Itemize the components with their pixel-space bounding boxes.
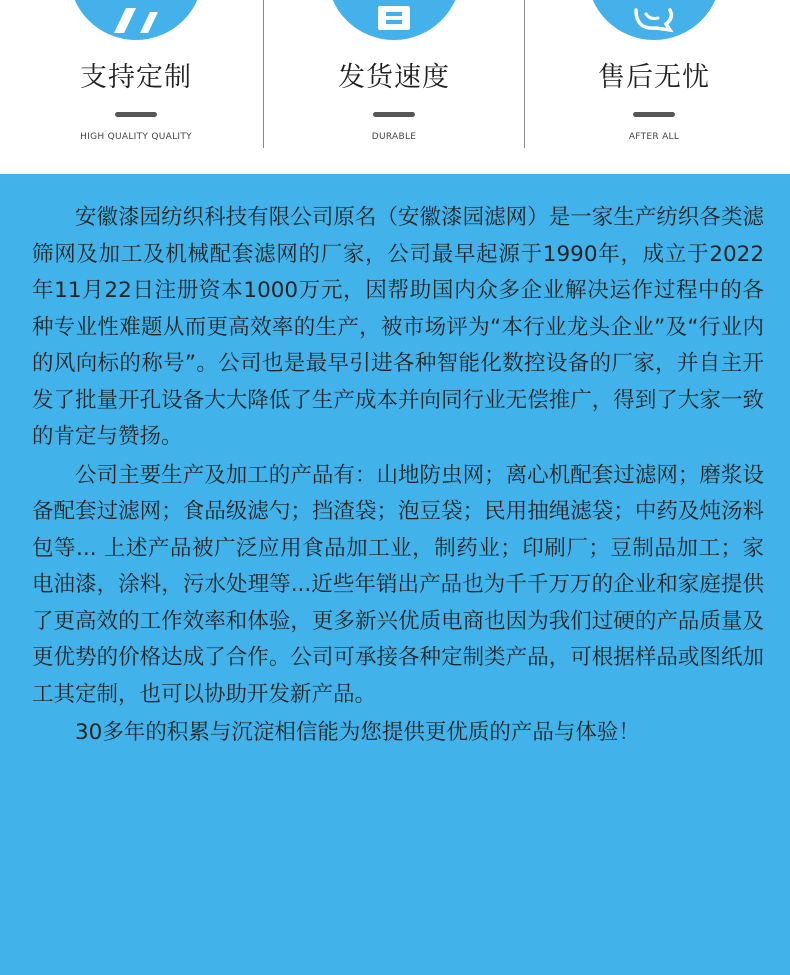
feature-underline bbox=[115, 112, 157, 117]
features-band bbox=[0, 0, 790, 174]
intro-paragraph-products: 公司主要生产及加工的产品有：山地防虫网；离心机配套过滤网；磨浆设备配套过滤网；食品级滤勺；挡渣袋；泡豆袋；民用抽绳滤袋；中药及炖汤料包等... 上述产品被广泛应用食品加工业，制药业；印刷厂；豆制品加工；家电油漆，涂料，污水处理等...近些年销出产品也为千千万万的企业和家庭提供了更高效的工作效率和体验，更多新兴优质电商也因为我们过硬的产品质量及更优势的价格达成了合作。公司可承接各种定制类产品，可根据样品或图纸加工其定制，也可以协助开发新产品。 bbox=[32, 462, 764, 707]
feature-title: 售后无忧 bbox=[598, 62, 710, 93]
company-intro-panel bbox=[0, 174, 790, 975]
feature-title: 发货速度 bbox=[338, 62, 450, 93]
feature-underline bbox=[633, 112, 675, 117]
intro-paragraph-closing: 30多年的积累与沉淀相信能为您提供更优质的产品与体验！ bbox=[75, 720, 640, 745]
feature-subtitle: HIGH QUALITY QUALITY bbox=[80, 132, 192, 142]
company-intro-text bbox=[32, 200, 764, 752]
feature-subtitle: AFTER ALL bbox=[628, 132, 680, 142]
feature-underline bbox=[373, 112, 415, 117]
intro-paragraph-history: 安徽漆园纺织科技有限公司原名（安徽漆园滤网）是一家生产纺织各类滤筛网及加工及机械配套滤网的厂家，公司最早起源于1990年，成立于2022年11月22日注册资本1000万元，因帮助国内众多企业解决运作过程中的各种专业性难题从而更高效率的生产，被市场评为“本行业龙头企业”及“行业内的风向标的称号”。公司也是最早引进各种智能化数控设备的厂家，并自主开发了批量开孔设备大大降低了生产成本并向同行业无偿推广，得到了大家一致的肯定与赞扬。 bbox=[32, 205, 764, 449]
feature-after-sales bbox=[523, 0, 785, 174]
feature-title: 支持定制 bbox=[80, 62, 192, 93]
feature-icon-badge bbox=[587, 0, 721, 40]
feature-shipping-speed bbox=[263, 0, 525, 174]
feature-customization bbox=[5, 0, 267, 174]
feature-icon-badge bbox=[69, 0, 203, 40]
service-chat-icon bbox=[624, 4, 684, 34]
feature-subtitle: DURABLE bbox=[371, 132, 417, 142]
delivery-icon bbox=[364, 4, 424, 34]
edit-icon bbox=[106, 4, 166, 34]
feature-icon-badge bbox=[327, 0, 461, 40]
